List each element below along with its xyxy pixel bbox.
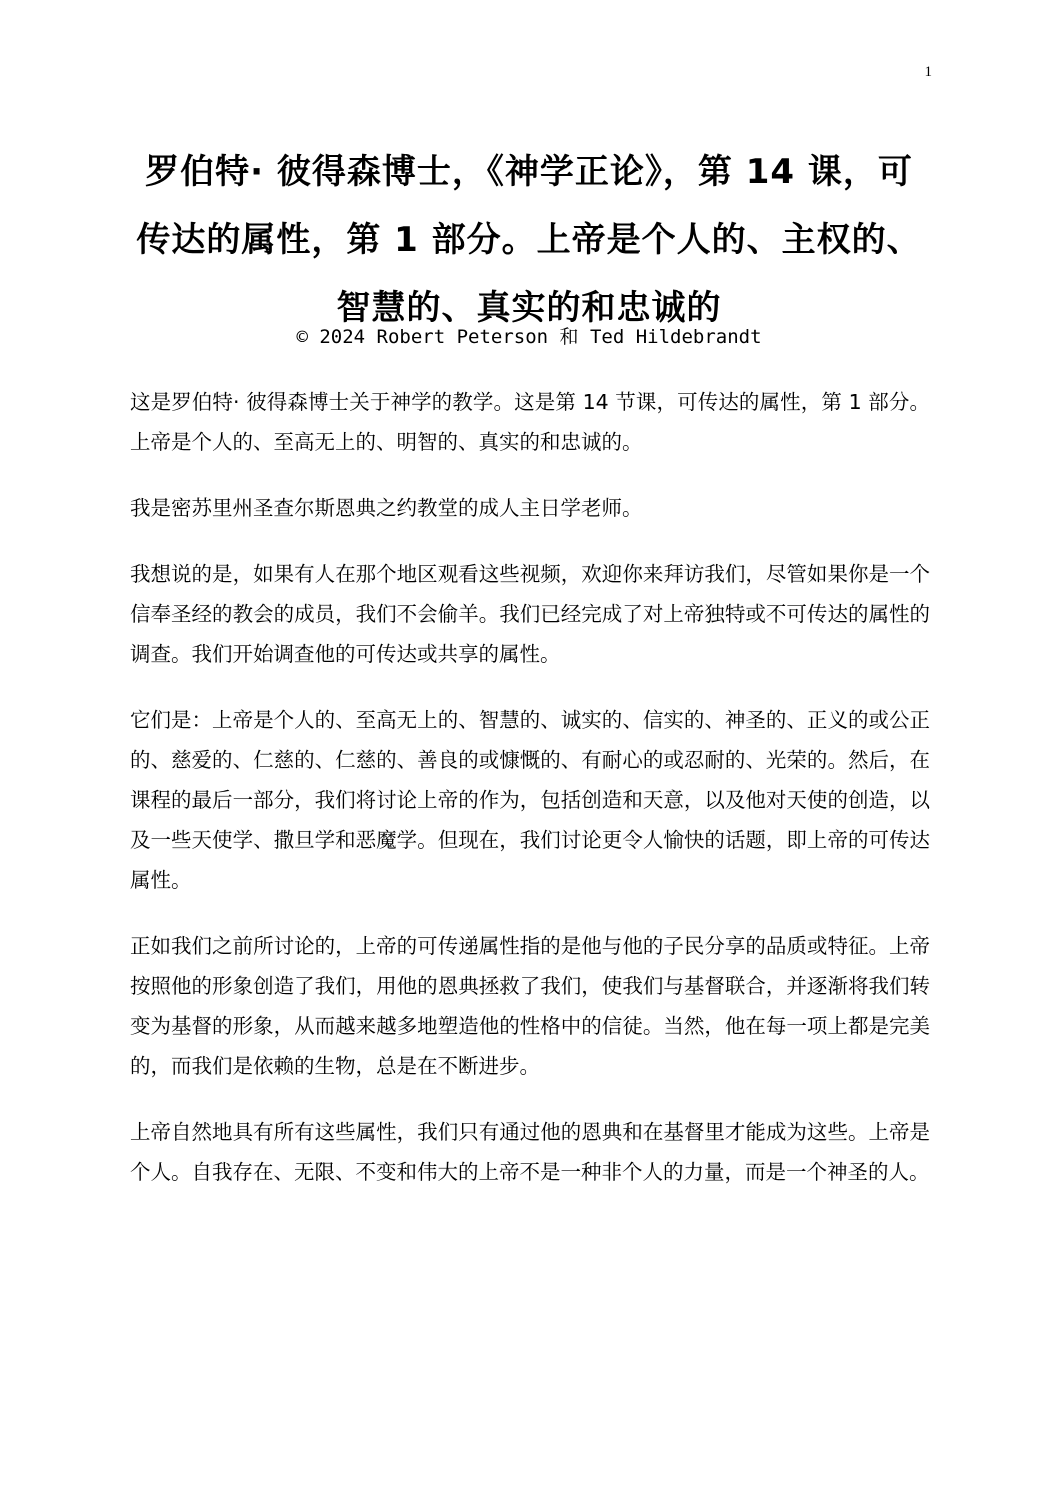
document-body xyxy=(130,382,930,1218)
page-number: 1 xyxy=(924,64,932,80)
paragraph: 我想说的是，如果有人在那个地区观看这些视频，欢迎你来拜访我们，尽管如果你是一个信奉圣经的教会的成员，我们不会偷羊。我们已经完成了对上帝独特或不可传达的属性的调查。我们开始调查他的可传达或共享的属性。 xyxy=(130,562,930,666)
paragraph: 正如我们之前所讨论的，上帝的可传递属性指的是他与他的子民分享的品质或特征。上帝按照他的形象创造了我们，用他的恩典拯救了我们，使我们与基督联合，并逐渐将我们转变为基督的形象，从而越来越多地塑造他的性格中的信徒。当然，他在每一项上都是完美的，而我们是依赖的生物，总是在不断进步。 xyxy=(130,934,930,1078)
paragraph: 上帝自然地具有所有这些属性，我们只有通过他的恩典和在基督里才能成为这些。上帝是个人。自我存在、无限、不变和伟大的上帝不是一种非个人的力量，而是一个神圣的人。 xyxy=(130,1120,930,1184)
paragraph: 我是密苏里州圣查尔斯恩典之约教堂的成人主日学老师。 xyxy=(130,496,643,520)
document-title: 罗伯特· 彼得森博士，《神学正论》，第 14 课，可传达的属性，第 1 部分。上帝是个人的、主权的、智慧的、真实的和忠诚的 xyxy=(136,152,922,328)
copyright-line: © 2024 Robert Peterson 和 Ted Hildebrandt xyxy=(296,326,762,348)
paragraph: 这是罗伯特· 彼得森博士关于神学的教学。这是第 14 节课，可传达的属性，第 1 部分。上帝是个人的、至高无上的、明智的、真实的和忠诚的。 xyxy=(130,390,930,454)
paragraph: 它们是：上帝是个人的、至高无上的、智慧的、诚实的、信实的、神圣的、正义的或公正的、慈爱的、仁慈的、仁慈的、善良的或慷慨的、有耐心的或忍耐的、光荣的。然后，在课程的最后一部分，我们将讨论上帝的作为，包括创造和天意，以及他对天使的创造，以及一些天使学、撒旦学和恶魔学。但现在，我们讨论更令人愉快的话题，即上帝的可传达属性。 xyxy=(130,708,930,892)
